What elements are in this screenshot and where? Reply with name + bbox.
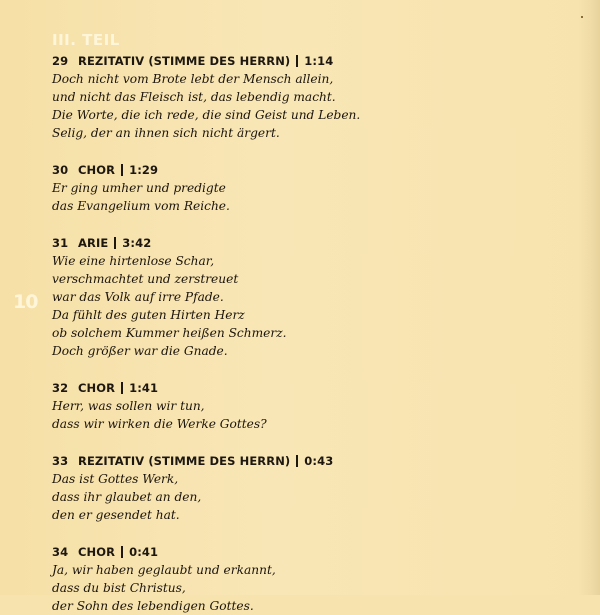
lyrics — [52, 397, 472, 433]
track-duration: 1:29 — [129, 163, 159, 177]
separator-bar — [121, 382, 123, 394]
lyrics — [52, 561, 472, 615]
track-entry — [52, 234, 472, 360]
track-entry — [52, 543, 472, 615]
lyric-line: Er ging umher und predigte — [52, 181, 226, 195]
separator-bar — [114, 237, 116, 249]
lyrics — [52, 470, 472, 524]
track-header — [52, 234, 472, 252]
lyric-line: verschmachtet und zerstreuet — [52, 272, 239, 286]
lyric-line: Ja, wir haben geglaubt und erkannt, — [52, 563, 276, 577]
track-number: 31 — [52, 236, 69, 250]
lyrics — [52, 70, 472, 142]
track-duration: 0:41 — [129, 545, 159, 559]
separator-bar — [296, 455, 298, 467]
separator-bar — [121, 164, 123, 176]
track-label: CHOR — [78, 163, 116, 177]
track-header — [52, 543, 472, 561]
track-duration: 0:43 — [304, 454, 334, 468]
track-number: 33 — [52, 454, 69, 468]
track-entry — [52, 452, 472, 524]
track-number: 32 — [52, 381, 69, 395]
track-label: REZITATIV (STIMME DES HERRN) — [78, 454, 291, 468]
track-entry — [52, 161, 472, 215]
lyric-line: Selig, der an ihnen sich nicht ärgert. — [52, 126, 280, 140]
lyrics — [52, 252, 472, 360]
track-entry — [52, 52, 472, 142]
lyric-line: Doch größer war die Gnade. — [52, 344, 228, 358]
section-title: III. TEIL — [52, 31, 120, 49]
track-list — [52, 52, 472, 615]
separator-bar — [296, 55, 298, 67]
track-label: CHOR — [78, 545, 116, 559]
lyric-line: Doch nicht vom Brote lebt der Mensch allein, — [52, 72, 334, 86]
lyric-line: Das ist Gottes Werk, — [52, 472, 179, 486]
track-duration: 1:41 — [129, 381, 159, 395]
track-duration: 1:14 — [304, 54, 334, 68]
track-label: CHOR — [78, 381, 116, 395]
lyric-line: dass du bist Christus, — [52, 581, 186, 595]
track-label: ARIE — [78, 236, 109, 250]
track-number: 34 — [52, 545, 69, 559]
separator-bar — [121, 546, 123, 558]
track-entry — [52, 379, 472, 433]
lyric-line: war das Volk auf irre Pfade. — [52, 290, 224, 304]
track-number: 30 — [52, 163, 69, 177]
lyric-line: ob solchem Kummer heißen Schmerz. — [52, 326, 287, 340]
lyric-line: Da fühlt des guten Hirten Herz — [52, 308, 245, 322]
page-number: 10 — [13, 291, 38, 313]
lyric-line: dass ihr glaubet an den, — [52, 490, 202, 504]
track-label: REZITATIV (STIMME DES HERRN) — [78, 54, 291, 68]
lyric-line: das Evangelium vom Reiche. — [52, 199, 230, 213]
lyric-line: Die Worte, die ich rede, die sind Geist und Leben. — [52, 108, 361, 122]
lyric-line: und nicht das Fleisch ist, das lebendig macht. — [52, 90, 336, 104]
track-header — [52, 452, 472, 470]
lyric-line: dass wir wirken die Werke Gottes? — [52, 417, 267, 431]
lyric-line: der Sohn des lebendigen Gottes. — [52, 599, 254, 613]
lyric-line: Herr, was sollen wir tun, — [52, 399, 205, 413]
lyrics — [52, 179, 472, 215]
track-header — [52, 161, 472, 179]
print-speck — [581, 16, 583, 18]
lyric-line: Wie eine hirtenlose Schar, — [52, 254, 215, 268]
page-edge-shadow — [578, 0, 600, 595]
track-duration: 3:42 — [122, 236, 152, 250]
track-header — [52, 52, 472, 70]
track-number: 29 — [52, 54, 69, 68]
track-header — [52, 379, 472, 397]
lyric-line: den er gesendet hat. — [52, 508, 180, 522]
